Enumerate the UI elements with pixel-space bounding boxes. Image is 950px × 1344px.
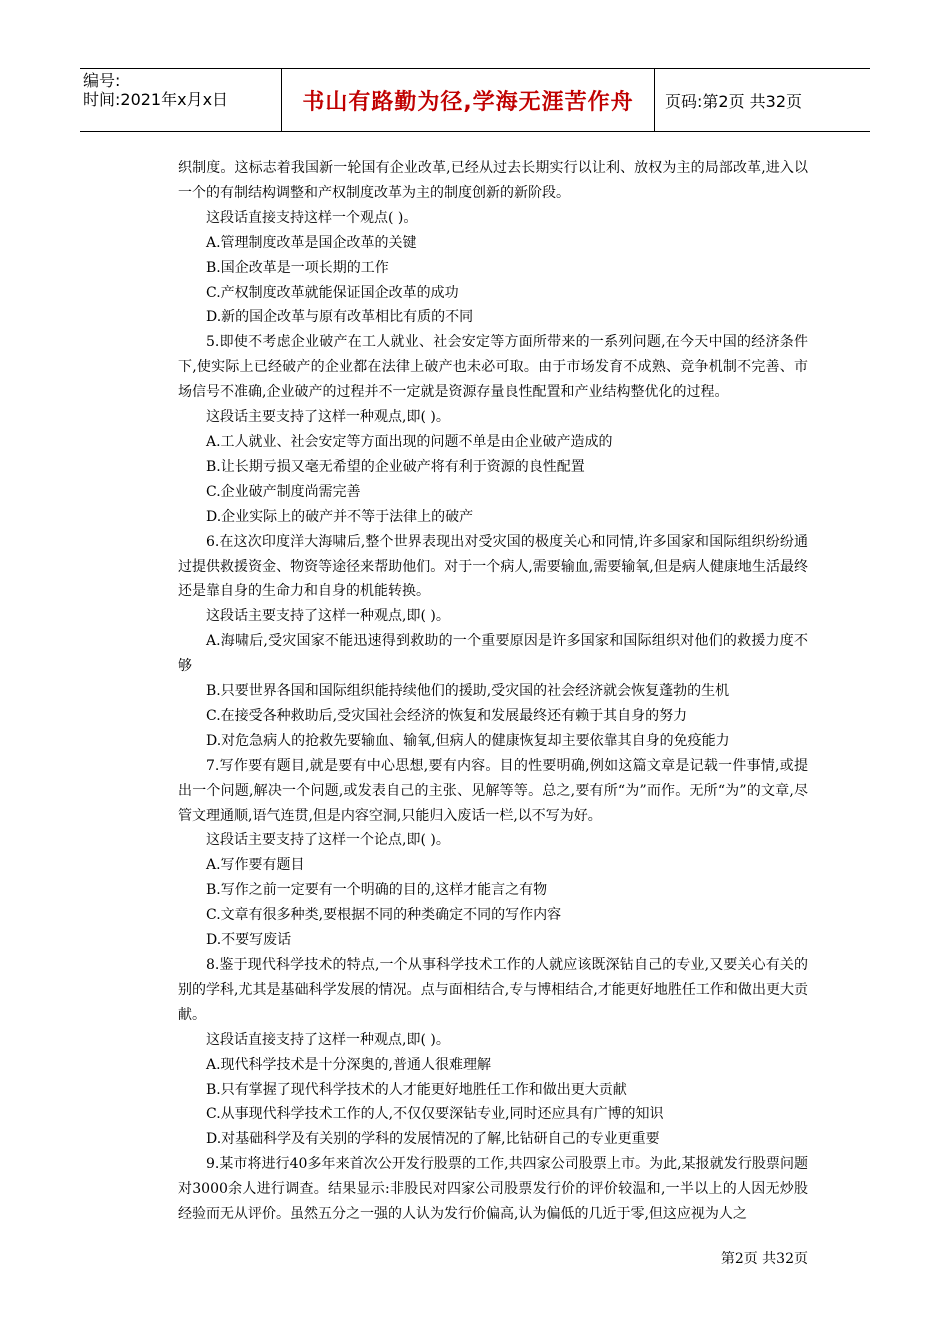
option-c: C.企业破产制度尚需完善 <box>206 483 361 500</box>
option-a: A.写作要有题目 <box>206 857 305 874</box>
paragraph: 织制度。这标志着我国新一轮国有企业改革,已经从过去长期实行以让利、放权为主的局部改革,进入以一个的有制结构调整和产权制度改革为主的制度创新的新阶段。 <box>178 160 808 201</box>
header-motto: 书山有路勤为径,学海无涯苦作舟 <box>282 69 655 131</box>
option-b: B.只要世界各国和国际组织能持续他们的援助,受灾国的社会经济就会恢复蓬勃的生机 <box>206 683 730 700</box>
option-b: B.国企改革是一项长期的工作 <box>206 259 389 276</box>
option-d: D.对基础科学及有关别的学科的发展情况的了解,比钻研自己的专业更重要 <box>206 1131 660 1148</box>
page-header <box>80 68 870 132</box>
option-c: C.在接受各种救助后,受灾国社会经济的恢复和发展最终还有赖于其自身的努力 <box>206 707 688 724</box>
option-d: D.新的国企改革与原有改革相比有质的不同 <box>206 309 474 326</box>
question-8: 8.鉴于现代科学技术的特点,一个从事科学技术工作的人就应该既深钻自己的专业,又要关心有关的别的学科,尤其是基础科学发展的情况。点与面相结合,专与博相结合,才能更好地胜任工作和做出更大贡献。 <box>178 957 808 1023</box>
option-c: C.文章有很多种类,要根据不同的种类确定不同的写作内容 <box>206 907 562 924</box>
question-stem: 这段话直接支持这样一个观点( )。 <box>206 209 418 226</box>
question-6: 6.在这次印度洋大海啸后,整个世界表现出对受灾国的极度关心和同情,许多国家和国际组织纷纷通过提供救援资金、物资等途径来帮助他们。对于一个病人,需要输血,需要输氧,但是病人健康地生活最终还是靠自身的生命力和自身的机能转换。 <box>178 533 808 600</box>
option-d: D.企业实际上的破产并不等于法律上的破产 <box>206 508 474 525</box>
document-date: 时间:2021年x月x日 <box>83 90 229 109</box>
question-stem: 这段话直接支持了这样一种观点,即( )。 <box>206 1031 450 1048</box>
header-meta <box>80 69 282 131</box>
document-number: 编号: <box>83 71 121 90</box>
option-a: A.现代科学技术是十分深奥的,普通人很难理解 <box>206 1056 492 1073</box>
option-b: B.让长期亏损又毫无希望的企业破产将有利于资源的良性配置 <box>206 458 585 475</box>
page-footer: 第2页 共32页 <box>720 1251 808 1267</box>
question-7: 7.写作要有题目,就是要有中心思想,要有内容。目的性要明确,例如这篇文章是记载一件事情,或提出一个问题,解决一个问题,或发表自己的主张、见解等等。总之,要有所“为”而作。无所“为”的文章,尽管文理通顺,语气连贯,但是内容空洞,只能归入废话一栏,以不写为好。 <box>178 757 808 824</box>
option-d: D.对危急病人的抢救先要输血、输氧,但病人的健康恢复却主要依靠其自身的免疫能力 <box>206 732 730 749</box>
question-stem: 这段话主要支持了这样一种观点,即( )。 <box>206 608 450 625</box>
option-c: C.从事现代科学技术工作的人,不仅仅要深钻专业,同时还应具有广博的知识 <box>206 1106 664 1123</box>
option-a: A.管理制度改革是国企改革的关键 <box>206 234 417 251</box>
question-stem: 这段话主要支持了这样一个论点,即( )。 <box>206 832 450 849</box>
document-body <box>178 156 808 1227</box>
question-9: 9.某市将进行40多年来首次公开发行股票的工作,共四家公司股票上市。为此,某报就发行股票问题对3000余人进行调查。结果显示:非股民对四家公司股票发行价的评价较温和,一半以上的人因无炒股经验而无从评价。虽然五分之一强的人认为发行价偏高,认为偏低的几近于零,但这应视为人之 <box>178 1156 808 1223</box>
header-page-number: 页码:第2页 共32页 <box>665 91 803 111</box>
option-b: B.只有掌握了现代科学技术的人才能更好地胜任工作和做出更大贡献 <box>206 1081 627 1098</box>
option-d: D.不要写废话 <box>206 932 292 949</box>
option-a: A.海啸后,受灾国家不能迅速得到救助的一个重要原因是许多国家和国际组织对他们的救援力度不够 <box>178 633 808 675</box>
question-5: 5.即使不考虑企业破产在工人就业、社会安定等方面所带来的一系列问题,在今天中国的经济条件下,使实际上已经破产的企业都在法律上破产也未必可取。由于市场发育不成熟、竞争机制不完善、市场信号不准确,企业破产的过程并不一定就是资源存量良性配置和产业结构整优化的过程。 <box>178 334 808 401</box>
question-stem: 这段话主要支持了这样一种观点,即( )。 <box>206 409 450 426</box>
option-c: C.产权制度改革就能保证国企改革的成功 <box>206 284 459 301</box>
option-b: B.写作之前一定要有一个明确的目的,这样才能言之有物 <box>206 882 548 899</box>
option-a: A.工人就业、社会安定等方面出现的问题不单是由企业破产造成的 <box>206 433 613 450</box>
